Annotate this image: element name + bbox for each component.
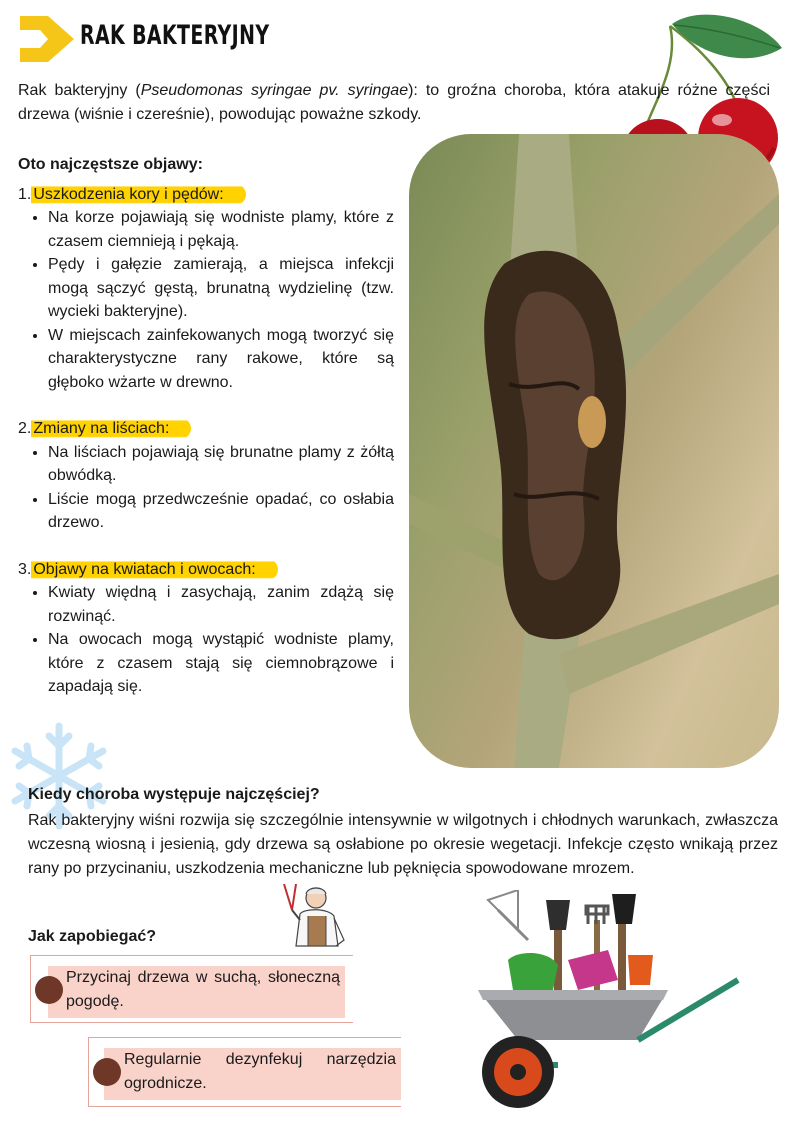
prevent-heading: Jak zapobiegać?	[28, 928, 157, 945]
section-2-heading: 2. Zmiany na liściach:	[18, 417, 394, 441]
symptoms-section	[18, 153, 394, 699]
tip-1-bullet-icon	[35, 976, 63, 1004]
tip-2-bullet-icon	[93, 1058, 121, 1086]
bacterial-canker-photo	[409, 134, 779, 768]
tip-1-text: Przycinaj drzewa w suchą, słoneczną pogodę.	[66, 969, 340, 1010]
section-1-list	[18, 206, 394, 394]
section-2-list	[18, 441, 394, 535]
when-paragraph: Rak bakteryjny wiśni rozwija się szczególnie intensywnie w wilgotnych i chłodnych warunkach, zwłaszcza wczesną wiosną i jesienią, gdy drzewa są osłabione po okresie wegetacji. Infekcje często wnikają przez rany po przycinaniu, uszkodzenia mechaniczne lub pęknięcia spowodowane mrozem.	[28, 812, 778, 877]
when-heading: Kiedy choroba występuje najczęściej?	[28, 786, 320, 803]
section-3-list	[18, 581, 394, 699]
gardener-icon	[278, 884, 350, 964]
section-3-heading: 3. Objawy na kwiatach i owocach:	[18, 558, 394, 582]
list-item: • Na korze pojawiają się wodniste plamy, które z czasem ciemnieją i pękają.	[48, 206, 394, 253]
tip-2-card	[104, 1048, 401, 1100]
list-item: • W miejscach zainfekowanych mogą tworzyć się charakterystyczne rany rakowe, które są głęboko wżarte w drewno.	[48, 324, 394, 395]
play-arrow-logo-icon	[18, 14, 76, 64]
wheelbarrow-tools-icon	[458, 890, 778, 1120]
list-item: • Kwiaty więdną i zasychają, zanim zdążą się rozwinąć.	[48, 581, 394, 628]
list-item: • Na liściach pojawiają się brunatne plamy z żółtą obwódką.	[48, 441, 394, 488]
list-item: • Liście mogą przedwcześnie opadać, co osłabia drzewo.	[48, 488, 394, 535]
intro-paragraph: Rak bakteryjny (Pseudomonas syringae pv. syringae): to groźna choroba, która atakuje różne części drzewa (wiśnie i czereśnie), powodując poważne szkody.	[18, 82, 771, 123]
list-item: • Na owocach mogą wystąpić wodniste plamy, które z czasem stają się ciemnobrązowe i zapadają się.	[48, 628, 394, 699]
list-item: • Pędy i gałęzie zamierają, a miejsca infekcji mogą sączyć gęstą, brunatną wydzielinę (tzw. wycieki bakteryjne).	[48, 253, 394, 324]
tip-1-card	[48, 966, 345, 1018]
page-title: RAK BAKTERYJNY	[80, 20, 270, 51]
section-1-heading: 1. Uszkodzenia kory i pędów:	[18, 183, 394, 207]
symptoms-heading: Oto najczęstsze objawy:	[18, 156, 203, 173]
tip-2-text: Regularnie dezynfekuj narzędzia ogrodnicze.	[124, 1051, 396, 1092]
